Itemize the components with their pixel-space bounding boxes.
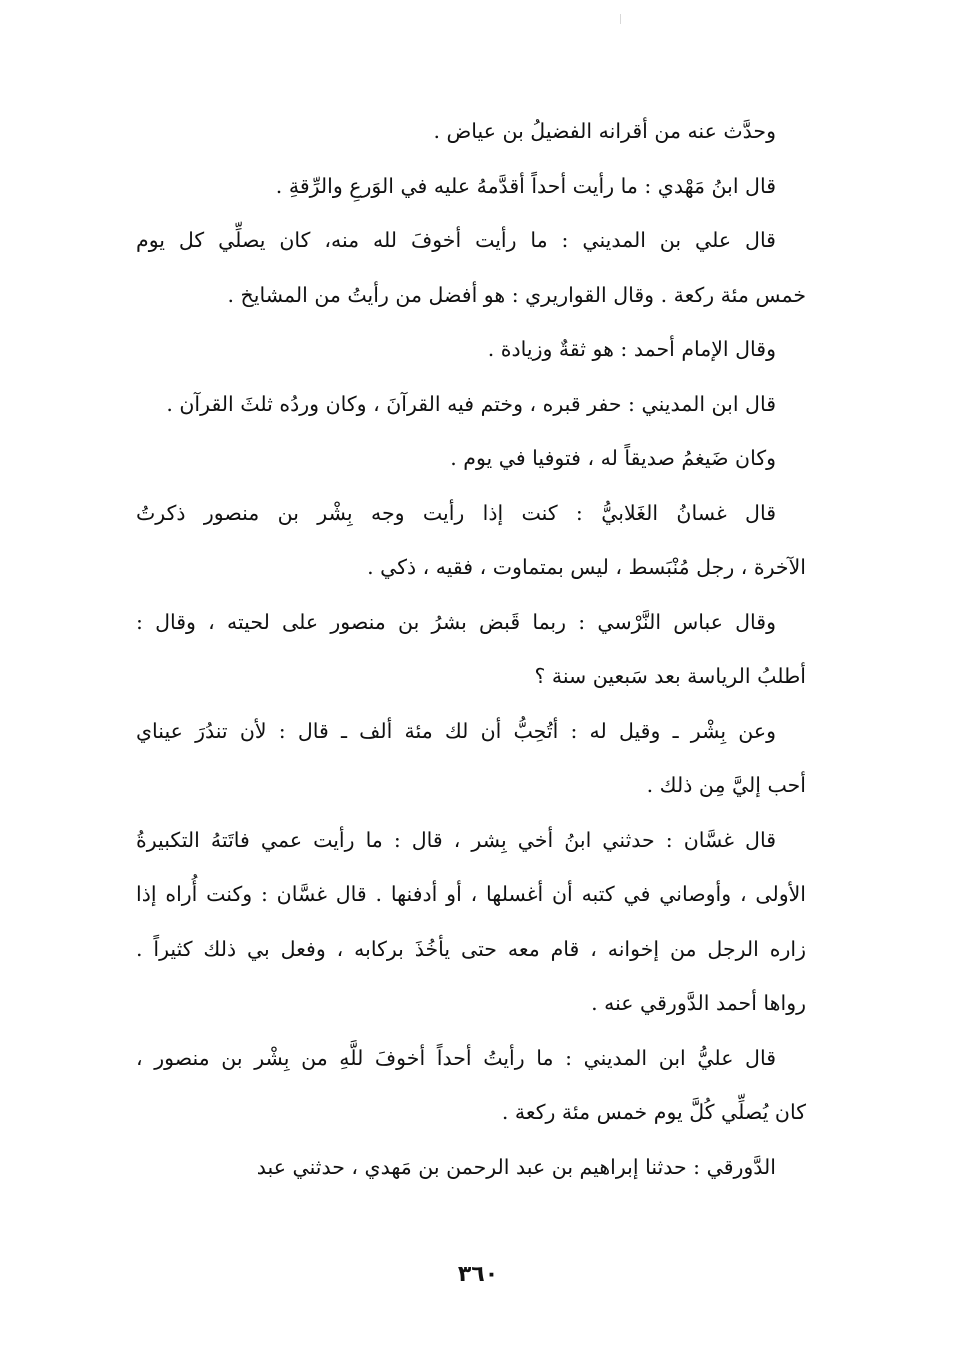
scan-mark — [620, 14, 621, 24]
paragraph — [136, 159, 806, 214]
paragraph — [136, 322, 806, 377]
text-line: قال عليُّ ابن المديني : ما رأيتُ أحداً أخوفَ للَّهِ من بِشْر بن منصور ، — [136, 1045, 776, 1070]
text-line: أحب إليَّ مِن ذلك . — [646, 773, 806, 797]
page-body-text — [136, 104, 806, 1194]
text-line: الآخرة ، رجل مُنْبَسط ، ليس بمتماوت ، فقيه ، ذكي . — [367, 555, 806, 579]
paragraph — [136, 377, 806, 432]
paragraph — [136, 1140, 806, 1195]
text-line: قال ابنُ مَهْدي : ما رأيت أحداً أقدَّمهُ عليه في الوَرعِ والرِّقةِ . — [275, 173, 776, 198]
text-line: قال غسانُ الغَلابيُّ : كنت إذا رأيت وجه بِشْر بن منصور ذكرتُ — [136, 500, 776, 525]
text-line: وقال عباس النَّرْسي : ربما قَبض بشرُ بن منصور على لحيته ، وقال : — [136, 609, 776, 634]
text-line: قال غسَّان : حدثني ابنُ أخي بِشر ، قال : ما رأيت عمي فاتَتهُ التكبيرةُ — [136, 827, 776, 852]
paragraph — [136, 213, 806, 322]
text-line: كان يُصلِّي كُلَّ يوم خمس مئة ركعة . — [501, 1100, 806, 1124]
paragraph — [136, 1031, 806, 1140]
paragraph — [136, 813, 806, 1031]
text-line: قال علي بن المديني : ما رأيت أخوفَ لله منه، كان يصلِّي كل يوم — [136, 228, 776, 252]
text-line: وحدَّث عنه من أقرانه الفضيلُ بن عياض . — [433, 119, 776, 143]
text-line: الدَّورقي : حدثنا إبراهيم بن عبد الرحمن بن مَهدي ، حدثني عبد — [256, 1154, 776, 1179]
text-line: قال ابن المديني : حفر قبره ، وختم فيه القرآنَ ، وكان وردُه ثلثَ القرآن . — [166, 391, 776, 416]
text-line: أطلبُ الرياسة بعد سَبعين سنة ؟ — [534, 664, 806, 688]
paragraph — [136, 431, 806, 486]
text-line: رواها أحمد الدَّورقي عنه . — [591, 991, 806, 1015]
text-line: خمس مئة ركعة . وقال القواريري : هو أفضل من رأيتُ من المشايخ . — [227, 282, 806, 307]
paragraph — [136, 104, 806, 159]
page-number: ٣٦٠ — [457, 1262, 499, 1287]
text-line: وعن بِشْر ـ وقيل له : أتُحِبُّ أن لك مئة ألف ـ قال : لأن تندُرَ عيناي — [136, 718, 776, 743]
paragraph — [136, 486, 806, 595]
text-line: الأولى ، وأوصاني في كتبه أن أغسلها ، أو أدفنها . قال غسَّان : وكنت أُراه إذا — [136, 882, 806, 906]
text-line: وكان ضَيغمُ صديقاً له ، فتوفيا في يوم . — [450, 446, 776, 470]
paragraph — [136, 595, 806, 704]
text-line: وقال الإمام أحمد : هو ثقةٌ وزيادة . — [487, 337, 776, 361]
paragraph — [136, 704, 806, 813]
text-line: زاره الرجل من إخوانه ، قام معه حتى يأخُذَ بركابه ، وفعل بي ذلك كثيراً . — [136, 936, 806, 961]
